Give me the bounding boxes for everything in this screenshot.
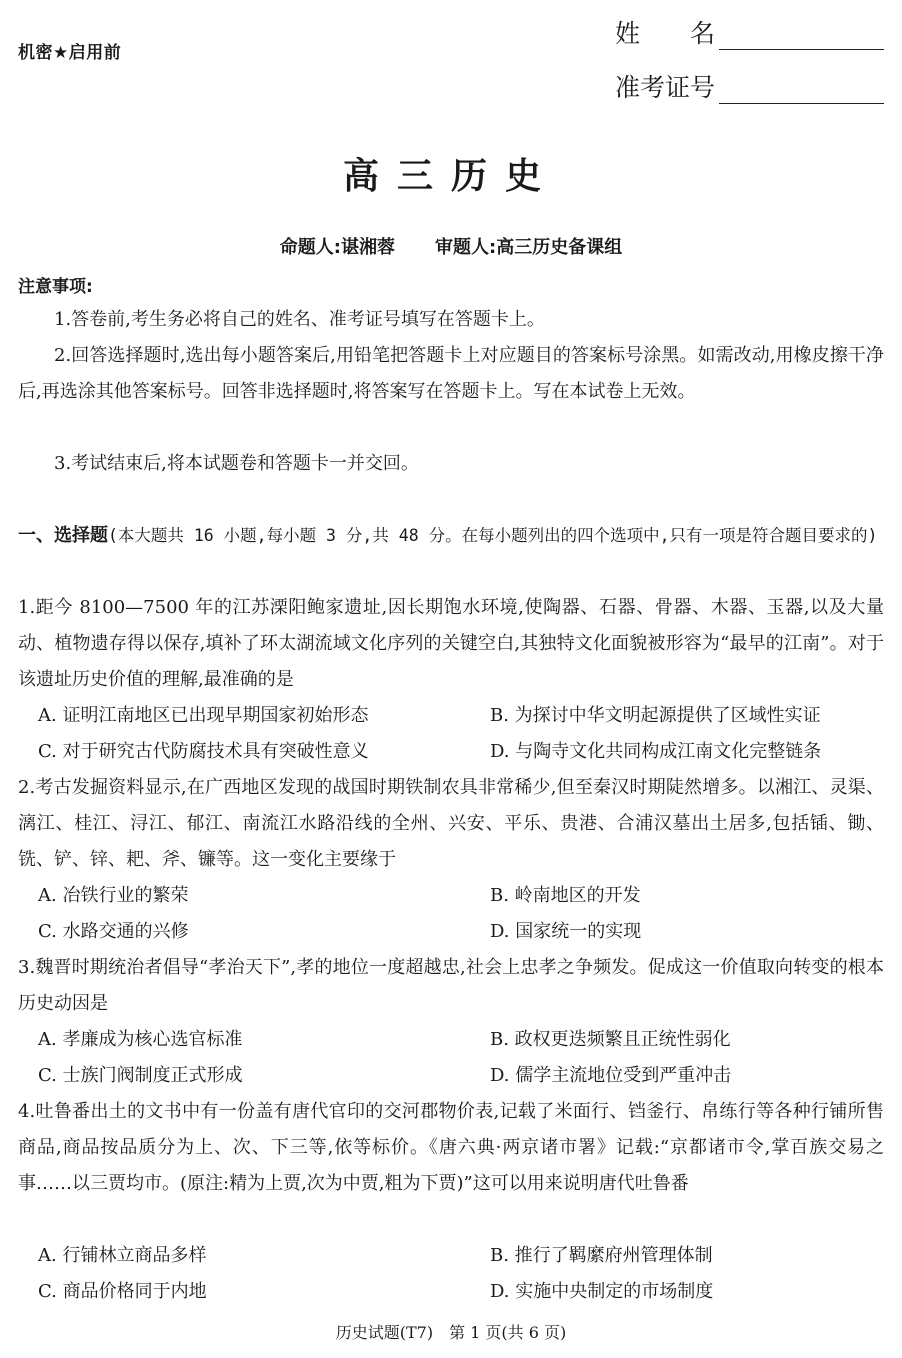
question-2-stem: 2.考古发掘资料显示,在广西地区发现的战国时期铁制农具非常稀少,但至秦汉时期陡然增多。以湘江、灵渠、漓江、桂江、浔江、郁江、南流江水路沿线的全州、兴安、平乐、贵港、合浦汉墓出土居多,包括锸、锄、铣、铲、锌、耙、斧、镰等。这一变化主要缘于: [18, 777, 884, 870]
q2-option-a[interactable]: A. 冶铁行业的繁荣: [38, 885, 189, 906]
name-label: 姓 名: [614, 19, 715, 48]
exam-id-label: 准考证号: [614, 73, 715, 102]
section-desc: (本大题共 16 小题,每小题 3 分,共 48 分。在每小题列出的四个选项中,只有一项是符合题目要求的): [108, 526, 878, 545]
notice-heading: 注意事项:: [18, 277, 93, 297]
q4-option-a[interactable]: A. 行铺林立商品多样: [38, 1245, 207, 1266]
notice-item-2: 2.回答选择题时,选出每小题答案后,用铅笔把答题卡上对应题目的答案标号涂黑。如需改动,用橡皮擦干净后,再选涂其他答案标号。回答非选择题时,将答案写在答题卡上。写在本试卷上无效。: [18, 345, 884, 402]
q3-option-c[interactable]: C. 士族门阀制度正式形成: [38, 1065, 243, 1086]
name-field: [615, 14, 884, 50]
q3-option-b[interactable]: B. 政权更迭频繁且正统性弱化: [490, 1029, 731, 1050]
q3-option-d[interactable]: D. 儒学主流地位受到严重冲击: [490, 1065, 732, 1086]
q4-option-d[interactable]: D. 实施中央制定的市场制度: [490, 1281, 714, 1302]
q1-option-c[interactable]: C. 对于研究古代防腐技术具有突破性意义: [38, 741, 369, 762]
notice-item-3: 3.考试结束后,将本试题卷和答题卡一并交回。: [54, 453, 419, 474]
q1-option-d[interactable]: D. 与陶寺文化共同构成江南文化完整链条: [490, 741, 822, 762]
section-title: 一、选择题: [18, 525, 108, 546]
q4-option-b[interactable]: B. 推行了羁縻府州管理体制: [490, 1245, 713, 1266]
q3-option-a[interactable]: A. 孝廉成为核心选官标准: [38, 1029, 243, 1050]
page-footer: 历史试题(T7) 第 1 页(共 6 页): [335, 1323, 567, 1342]
notice-item-1: 1.答卷前,考生务必将自己的姓名、准考证号填写在答题卡上。: [54, 309, 545, 330]
confidential-mark: 机密★启用前: [18, 43, 122, 63]
q2-option-d[interactable]: D. 国家统一的实现: [490, 921, 642, 942]
q1-option-a[interactable]: A. 证明江南地区已出现早期国家初始形态: [38, 705, 369, 726]
exam-id-blank: [719, 73, 884, 104]
authors-line: [0, 233, 902, 259]
question-4-stem: 4.吐鲁番出土的文书中有一份盖有唐代官印的交河郡物价表,记载了米面行、铛釜行、帛练行等各种行铺所售商品,商品按品质分为上、次、下三等,依等标价。《唐六典·两京诸市署》记载:“京都诸市令,掌百族交易之事……以三贾均市。(原注:精为上贾,次为中贾,粗为下贾)”这可以用来说明唐代吐鲁番: [18, 1101, 884, 1194]
setter: 命题人:谌湘蓉: [279, 237, 395, 258]
q1-option-b[interactable]: B. 为探讨中华文明起源提供了区域性实证: [490, 705, 821, 726]
page-title: 高三历史: [342, 156, 559, 197]
section-header: [18, 518, 884, 554]
q2-option-b[interactable]: B. 岭南地区的开发: [490, 885, 641, 906]
question-3-stem: 3.魏晋时期统治者倡导“孝治天下”,孝的地位一度超越忠,社会上忠孝之争频发。促成这一价值取向转变的根本历史动因是: [18, 957, 884, 1014]
question-1-stem: 1.距今 8100—7500 年的江苏溧阳鲍家遗址,因长期饱水环境,使陶器、石器、骨器、木器、玉器,以及大量动、植物遗存得以保存,填补了环太湖流域文化序列的关键空白,其独特文化面貌被形容为“最早的江南”。对于该遗址历史价值的理解,最准确的是: [18, 597, 884, 690]
q4-option-c[interactable]: C. 商品价格同于内地: [38, 1281, 207, 1302]
q2-option-c[interactable]: C. 水路交通的兴修: [38, 921, 189, 942]
name-blank: [719, 19, 884, 50]
reviewer: 审题人:高三历史备课组: [435, 237, 623, 258]
exam-id-field: [615, 68, 884, 104]
